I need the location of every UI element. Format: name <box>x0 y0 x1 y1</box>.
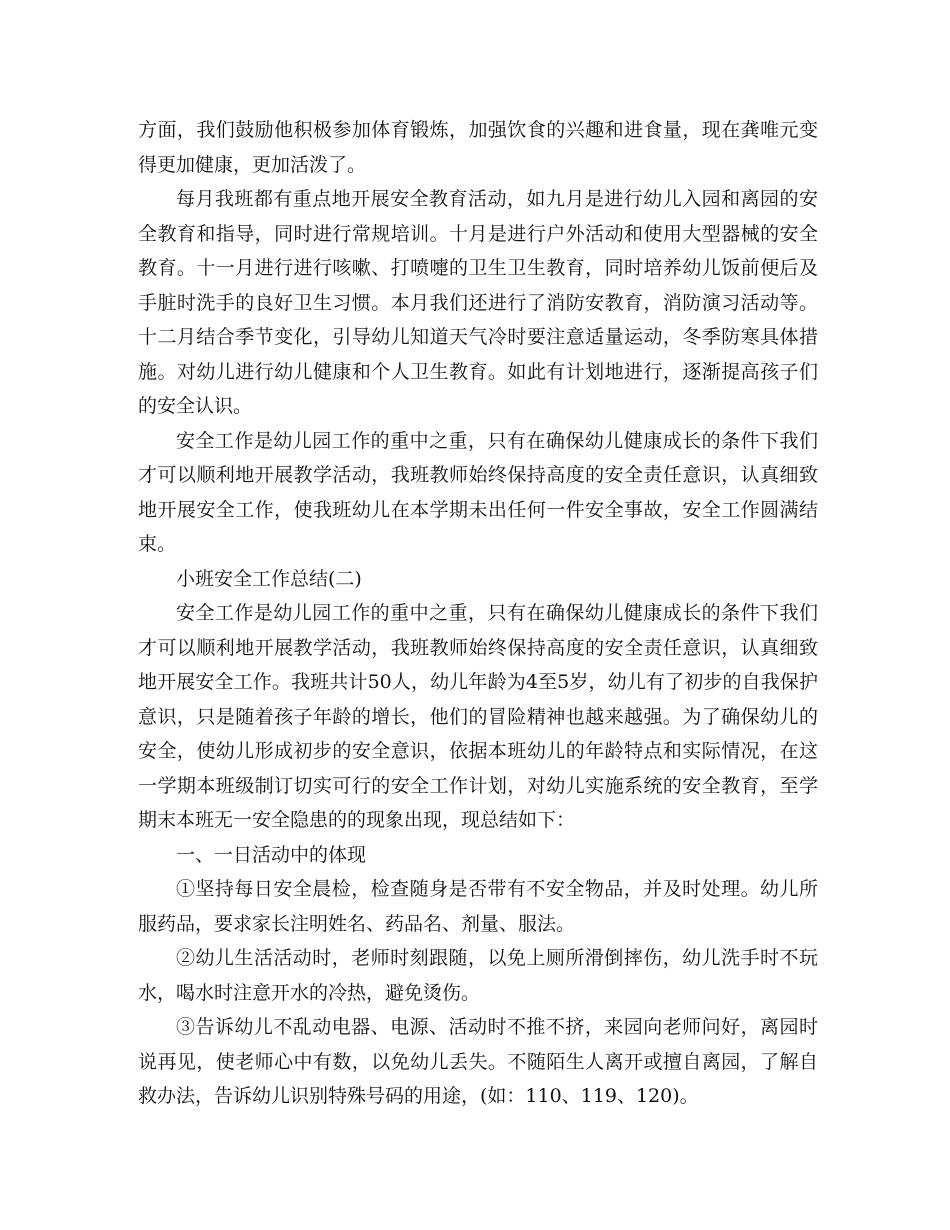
paragraph-2: 每月我班都有重点地开展安全教育活动，如九月是进行幼儿入园和离园的安全教育和指导，同时进行常规培训。十月是进行户外活动和使用大型器械的安全教育。十一月进行进行咳嗽、打喷嚏的卫生卫生教育，同时培养幼儿饭前便后及手脏时洗手的良好卫生习惯。本月我们还进行了消防安教育，消防演习活动等。十二月结合季节变化，引导幼儿知道天气冷时要注意适量运动，冬季防寒具体措施。对幼儿进行幼儿健康和个人卫生教育。如此有计划地进行，逐渐提高孩子们的安全认识。 <box>138 188 818 417</box>
list-item-2: ②幼儿生活活动时，老师时刻跟随，以免上厕所滑倒摔伤，幼儿洗手时不玩水，喝水时注意开水的冷热，避免烫伤。 <box>138 947 818 1004</box>
subheading-daily-activities: 一、一日活动中的体现 <box>176 843 367 866</box>
paragraph-1: 方面，我们鼓励他积极参加体育锻炼，加强饮食的兴趣和进食量，现在龚唯元变得更加健康，更加活泼了。 <box>138 119 818 176</box>
document-body <box>138 113 818 1114</box>
section-title-2: 小班安全工作总结(二) <box>176 567 362 590</box>
paragraph-5: 安全工作是幼儿园工作的重中之重，只有在确保幼儿健康成长的条件下我们才可以顺利地开展教学活动，我班教师始终保持高度的安全责任意识，认真细致地开展安全工作。我班共计50人，幼儿年龄为4至5岁，幼儿有了初步的自我保护意识，只是随着孩子年龄的增长，他们的冒险精神也越来越强。为了确保幼儿的安全，使幼儿形成初步的安全意识，依据本班幼儿的年龄特点和实际情况，在这一学期本班级制订切实可行的安全工作计划，对幼儿实施系统的安全教育，至学期末本班无一安全隐患的的现象出现，现总结如下： <box>138 602 818 831</box>
paragraph-3: 安全工作是幼儿园工作的重中之重，只有在确保幼儿健康成长的条件下我们才可以顺利地开展教学活动，我班教师始终保持高度的安全责任意识，认真细致地开展安全工作，使我班幼儿在本学期未出任何一件安全事故，安全工作圆满结束。 <box>138 429 818 555</box>
list-item-1: ①坚持每日安全晨检，检查随身是否带有不安全物品，并及时处理。幼儿所服药品，要求家长注明姓名、药品名、剂量、服法。 <box>138 878 818 935</box>
list-item-3: ③告诉幼儿不乱动电器、电源、活动时不推不挤，来园向老师问好，离园时说再见，使老师心中有数，以免幼儿丢失。不随陌生人离开或擅自离园，了解自救办法，告诉幼儿识别特殊号码的用途，(如：110、119、120)。 <box>138 1016 818 1107</box>
